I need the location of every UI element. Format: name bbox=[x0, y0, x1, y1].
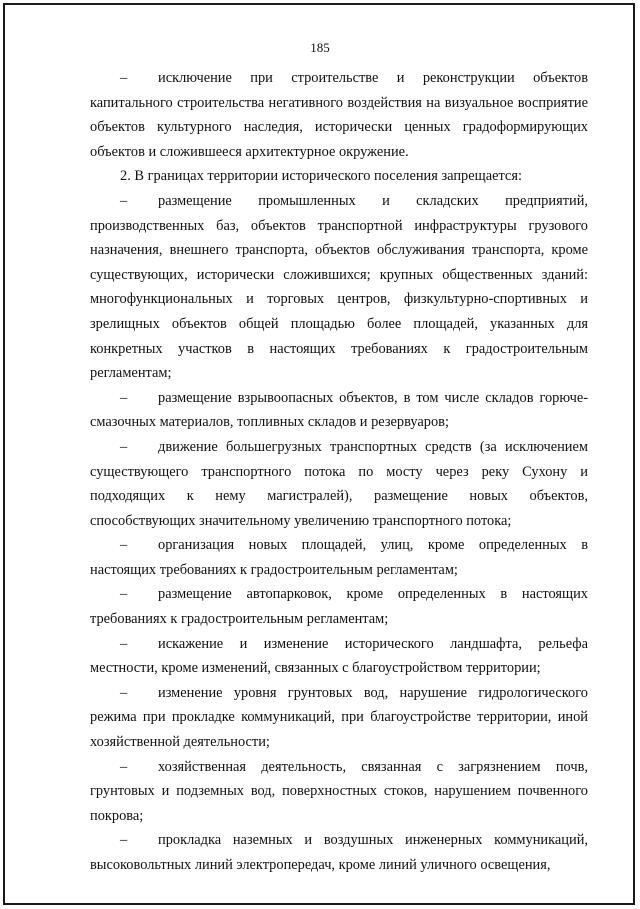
list-dash: – bbox=[120, 438, 128, 455]
page-number: 185 bbox=[310, 40, 330, 55]
list-dash: – bbox=[120, 537, 128, 554]
paragraph-text: движение большегрузных транспортных средств (за исключением существующего транспортного потока по мосту через реку Сухону и подходящих к нему магистралей), размещение новых объектов, способствующих значительному увеличению транспортного потока; bbox=[90, 438, 588, 529]
list-dash: – bbox=[120, 832, 128, 849]
paragraph-prohibitions-heading bbox=[90, 164, 588, 189]
list-dash: – bbox=[120, 586, 128, 603]
paragraph-industrial-placement bbox=[90, 189, 588, 386]
paragraph-pollution bbox=[90, 755, 588, 829]
paragraph-text: размещение промышленных и складских предприятий, производственных баз, объектов транспортной инфраструктуры грузового назначения, внешнего транспорта, объектов обслуживания транспорта, кроме существующих, исторически сложившихся; крупных общественных зданий: многофункциональных и торговых центров, физкультурно-спортивных и зрелищных объектов общей площадью более площадей, указанных для конкретных участков в настоящих требованиях к градостроительным регламентам; bbox=[90, 192, 588, 382]
paragraph-text: организация новых площадей, улиц, кроме определенных в настоящих требованиях к градостроительным регламентам; bbox=[90, 537, 588, 578]
list-dash: – bbox=[120, 758, 128, 775]
list-dash: – bbox=[120, 70, 128, 86]
paragraph-parking bbox=[90, 582, 588, 631]
paragraph-landscape-distortion bbox=[90, 632, 588, 681]
list-dash: – bbox=[120, 684, 128, 701]
paragraph-exclusion-negative-impact bbox=[90, 66, 588, 164]
paragraph-text: искажение и изменение исторического ландшафта, рельефа местности, кроме изменений, связанных с благоустройством территории; bbox=[90, 635, 588, 677]
paragraph-text: 2. В границах территории исторического поселения запрещается: bbox=[120, 168, 522, 185]
paragraph-text: размещение автопарковок, кроме определенных в настоящих требованиях к градостроительным регламентам; bbox=[90, 586, 588, 628]
paragraph-text: хозяйственная деятельность, связанная с загрязнением почв, грунтовых и подземных вод, поверхностных стоков, нарушением почвенного покрова; bbox=[90, 758, 588, 824]
paragraph-groundwater bbox=[90, 681, 588, 755]
document-body bbox=[90, 66, 588, 878]
paragraph-text: размещение взрывоопасных объектов, в том числе складов горюче-смазочных материалов, топливных складов и резервуаров; bbox=[90, 389, 588, 431]
paragraph-explosive-objects bbox=[90, 386, 588, 435]
paragraph-heavy-transport bbox=[90, 435, 588, 533]
list-dash: – bbox=[120, 389, 128, 406]
paragraph-engineering-communications bbox=[90, 828, 588, 877]
paragraph-text: прокладка наземных и воздушных инженерных коммуникаций, высоковольтных линий электропередач, кроме линий уличного освещения, bbox=[90, 832, 588, 873]
list-dash: – bbox=[120, 192, 128, 209]
paragraph-new-squares-streets bbox=[90, 533, 588, 582]
paragraph-text: исключение при строительстве и реконструкции объектов капитального строительства негативного воздействия на визуальное восприятие объектов культурного наследия, исторически ценных градоформирующих объектов и сложившееся архитектурное окружение. bbox=[90, 70, 588, 160]
paragraph-text: изменение уровня грунтовых вод, нарушение гидрологического режима при прокладке коммуникаций, при благоустройстве территории, иной хозяйственной деятельности; bbox=[90, 684, 588, 751]
list-dash: – bbox=[120, 635, 128, 652]
